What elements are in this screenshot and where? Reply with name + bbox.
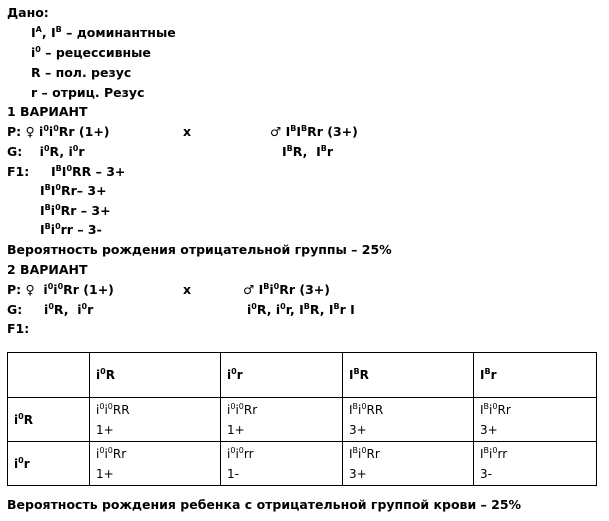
phenotype: 1+ bbox=[96, 466, 114, 481]
f1-offspring-3: $I^Bi^0Rr - 3+$ bbox=[40, 203, 111, 218]
cell-1-3 bbox=[343, 398, 474, 442]
punnett-square bbox=[7, 352, 597, 486]
given-rh-negative: r – отриц. Резус bbox=[31, 85, 145, 100]
f1-offspring-2: $I^BI^0Rr-$ 3+ bbox=[40, 183, 107, 198]
given-title: Дано: bbox=[7, 5, 49, 20]
given-dominant: $I^A$, $I^B$ – доминантные bbox=[31, 25, 176, 40]
variant2-parents: P: ♀ $i^0i^0Rr$ (1+) bbox=[7, 282, 114, 297]
cell-1-1 bbox=[90, 398, 221, 442]
female-symbol-2: ♀ bbox=[25, 282, 35, 297]
female-genotype: Rr (1+) bbox=[58, 124, 110, 139]
gamete-2: r bbox=[78, 144, 85, 159]
genotype: $i^0i^0Rr$ bbox=[227, 401, 258, 417]
genotype-text: RR bbox=[366, 402, 384, 417]
genotype: $i^0i^0RR$ bbox=[96, 401, 130, 417]
variant2-gametes: G: $i^0R$, $i^0r$ bbox=[7, 302, 94, 317]
variant1-f1: F1: $I^BI^0RR - 3+$ bbox=[7, 164, 126, 179]
header-gamete-4: $I^Br$ bbox=[474, 353, 597, 398]
cell-2-1 bbox=[90, 442, 221, 486]
genotype: $I^Bi^0rr$ bbox=[480, 445, 508, 461]
header-gamete-4-text: r bbox=[490, 368, 497, 382]
given-rh-positive: R – пол. резус bbox=[31, 65, 132, 80]
f1-offspring-4-text: rr – 3- bbox=[60, 222, 102, 237]
f1-offspring-4: $I^Bi^0rr - 3-$ bbox=[40, 222, 102, 237]
p-label-2: P: bbox=[7, 282, 22, 297]
phenotype: 3+ bbox=[349, 466, 367, 481]
f1-offspring-3-text: Rr – 3+ bbox=[60, 203, 111, 218]
genotype: $i^0i^0rr$ bbox=[227, 445, 254, 461]
genotype-text: Rr bbox=[112, 446, 127, 461]
variant1-gametes: G: $i^0R$, $i^0r$ bbox=[7, 144, 85, 159]
row2-gamete-text: r bbox=[23, 456, 30, 471]
variant2-male-gametes: $i^0R$, $i^0r$, $I^BR$, $I^Br$ I bbox=[247, 302, 355, 317]
male-symbol-2: ♂ bbox=[243, 282, 255, 297]
row1-gamete: $i^0R$ bbox=[8, 398, 90, 442]
g-label: G: bbox=[7, 144, 23, 159]
cell-2-2 bbox=[221, 442, 343, 486]
gamete2-2: r bbox=[87, 302, 94, 317]
gamete-4: r bbox=[326, 144, 334, 159]
genotype-text: Rr bbox=[366, 446, 380, 461]
cross-sign: x bbox=[183, 124, 192, 139]
male-genotype: Rr (3+) bbox=[307, 124, 358, 139]
corner-cell bbox=[8, 353, 90, 398]
genotype: $i^0i^0Rr$ bbox=[96, 445, 127, 461]
punnett-row-2 bbox=[8, 442, 597, 486]
variant1-parents: P: ♀ $i^0i^0Rr$ (1+) bbox=[7, 124, 110, 139]
genotype: $I^Bi^0Rr$ bbox=[480, 401, 511, 417]
male-parent: ♂ $I^BI^BRr$ (3+) bbox=[270, 124, 358, 139]
genotype-text: Rr bbox=[243, 402, 258, 417]
gamete2-5: R, bbox=[309, 302, 325, 317]
header-gamete-3: $I^BR$ bbox=[343, 353, 474, 398]
f1-offspring-1: RR – 3+ bbox=[72, 164, 126, 179]
header-gamete-3-text: R bbox=[359, 368, 369, 382]
cell-2-4 bbox=[474, 442, 597, 486]
genotype-text: RR bbox=[112, 402, 130, 417]
cross-sign-2: x bbox=[183, 282, 192, 297]
given-dominant-text: – доминантные bbox=[66, 25, 176, 40]
row1-gamete-text: R bbox=[23, 412, 33, 427]
gamete-3: R, bbox=[292, 144, 308, 159]
gamete2-4: r, bbox=[285, 302, 295, 317]
phenotype: 1- bbox=[227, 466, 239, 481]
header-gamete-1-text: R bbox=[105, 368, 115, 382]
genotype: $I^Bi^0Rr$ bbox=[349, 445, 380, 461]
variant2-title: 2 ВАРИАНТ bbox=[7, 262, 88, 277]
header-gamete-1: $i^0R$ bbox=[90, 353, 221, 398]
genotype-text: rr bbox=[243, 446, 254, 461]
genotype-text: rr bbox=[497, 446, 508, 461]
punnett-row-1 bbox=[8, 398, 597, 442]
phenotype: 3+ bbox=[349, 422, 367, 437]
variant1-probability: Вероятность рождения отрицательной группы – 25% bbox=[7, 242, 392, 257]
male-parent-2: ♂ $I^Bi^0Rr$ (3+) bbox=[243, 282, 330, 297]
gamete2-3: R, bbox=[256, 302, 272, 317]
row2-gamete: $i^0r$ bbox=[8, 442, 90, 486]
cell-1-4 bbox=[474, 398, 597, 442]
gamete2-6: r I bbox=[339, 302, 355, 317]
cell-2-3 bbox=[343, 442, 474, 486]
given-recessive-text: – рецессивные bbox=[45, 45, 151, 60]
phenotype: 3+ bbox=[480, 422, 498, 437]
gamete2-1: R, bbox=[53, 302, 69, 317]
variant1-male-gametes: $I^BR$, $I^Br$ bbox=[282, 144, 334, 159]
phenotype: 1+ bbox=[227, 422, 245, 437]
male-genotype-2: Rr (3+) bbox=[279, 282, 330, 297]
variant1-title: 1 ВАРИАНТ bbox=[7, 104, 88, 119]
variant2-f1-label: F1: bbox=[7, 321, 30, 336]
cell-1-2 bbox=[221, 398, 343, 442]
header-gamete-2: $i^0r$ bbox=[221, 353, 343, 398]
p-label: P: bbox=[7, 124, 22, 139]
female-symbol: ♀ bbox=[25, 124, 35, 139]
gamete-1: R, bbox=[49, 144, 65, 159]
phenotype: 1+ bbox=[96, 422, 114, 437]
genotype-text: Rr bbox=[497, 402, 511, 417]
male-symbol: ♂ bbox=[270, 124, 282, 139]
phenotype: 3- bbox=[480, 466, 492, 481]
header-gamete-2-text: r bbox=[236, 368, 243, 382]
given-recessive: $i^0$ – рецессивные bbox=[31, 45, 151, 60]
final-probability: Вероятность рождения ребенка с отрицательной группой крови – 25% bbox=[7, 497, 522, 512]
genotype: $I^Bi^0RR$ bbox=[349, 401, 384, 417]
punnett-header-row bbox=[8, 353, 597, 398]
g-label-2: G: bbox=[7, 302, 23, 317]
female-genotype-2: Rr (1+) bbox=[63, 282, 114, 297]
f1-offspring-2-text: Rr– 3+ bbox=[61, 183, 107, 198]
f1-label: F1: bbox=[7, 164, 30, 179]
